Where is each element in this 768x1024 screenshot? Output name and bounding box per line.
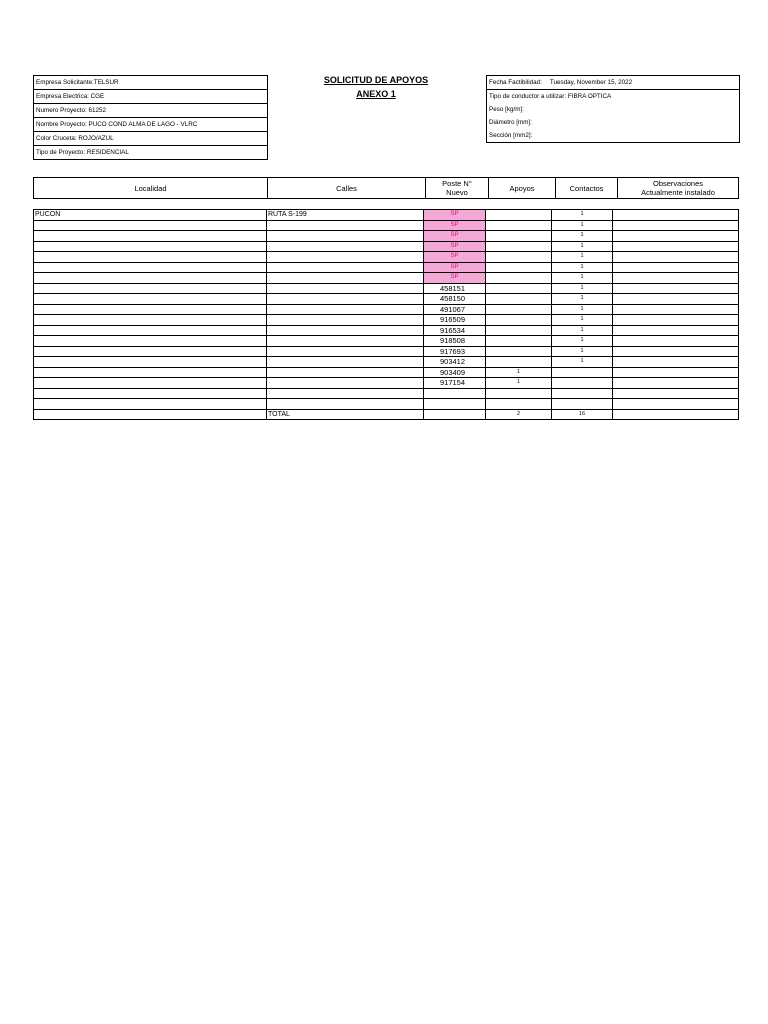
cell-localidad [34, 336, 267, 347]
cell-poste: 917154 [424, 378, 486, 389]
cell-poste: 903412 [424, 357, 486, 368]
fecha-factibilidad [487, 76, 739, 90]
table-row [34, 399, 739, 410]
cell-calles [267, 346, 424, 357]
cell-calles [267, 262, 424, 273]
cell-apoyos [486, 388, 552, 399]
cell-observaciones [613, 388, 739, 399]
peso: Peso [kg/m]: [489, 106, 524, 113]
cell-contactos: 1 [552, 357, 613, 368]
cell-empty [613, 409, 739, 420]
cell-apoyos: 1 [486, 367, 552, 378]
empresa-solicitante: Empresa Solicitante:TELSUR [34, 76, 267, 90]
cell-poste: 491067 [424, 304, 486, 315]
cell-calles [267, 388, 424, 399]
table-row [34, 378, 739, 389]
cell-poste: 458150 [424, 294, 486, 305]
empresa-electrica: Empresa Electrica: CGE [34, 90, 267, 104]
table-row [34, 304, 739, 315]
col-obs-line1: Observaciones [652, 179, 704, 188]
table-row [34, 273, 739, 284]
diametro: Diámetro [mm]: [489, 119, 533, 126]
tipo-proyecto: Tipo de Proyecto: RESIDENCIAL [36, 149, 129, 156]
table-header [33, 177, 739, 199]
header-info-right [486, 75, 740, 143]
cell-poste: SP [424, 273, 486, 284]
cell-localidad [34, 325, 267, 336]
cell-apoyos [486, 304, 552, 315]
cell-observaciones [613, 262, 739, 273]
col-poste-line2: Nuevo [446, 188, 468, 197]
col-observaciones [618, 178, 739, 199]
cell-contactos [552, 378, 613, 389]
table-row [34, 283, 739, 294]
col-poste-line1: Poste N° [442, 179, 472, 188]
table-row [34, 262, 739, 273]
cell-poste: SP [424, 241, 486, 252]
cell-localidad: PUCON [34, 210, 267, 221]
cell-calles [267, 336, 424, 347]
cell-poste: 916509 [424, 315, 486, 326]
cell-apoyos [486, 357, 552, 368]
cell-localidad [34, 367, 267, 378]
col-apoyos: Apoyos [489, 178, 556, 199]
fecha-value: Tuesday, November 15, 2022 [549, 79, 633, 86]
cell-contactos: 1 [552, 283, 613, 294]
cell-contactos [552, 367, 613, 378]
cell-apoyos [486, 399, 552, 410]
cell-contactos [552, 388, 613, 399]
cell-apoyos [486, 346, 552, 357]
cell-contactos: 1 [552, 220, 613, 231]
cell-observaciones [613, 315, 739, 326]
col-obs-line2: Actualmente instalado [641, 188, 715, 197]
cell-calles [267, 220, 424, 231]
cell-apoyos [486, 294, 552, 305]
cell-poste: SP [424, 210, 486, 221]
cell-calles: RUTA S-199 [267, 210, 424, 221]
cell-localidad [34, 357, 267, 368]
cell-poste: SP [424, 262, 486, 273]
cell-calles [267, 231, 424, 242]
cell-contactos: 1 [552, 252, 613, 263]
numero-proyecto: Numero Proyecto: 61252 [34, 104, 267, 118]
cell-contactos: 1 [552, 294, 613, 305]
cell-apoyos [486, 325, 552, 336]
seccion: Sección [mm2]: [489, 132, 533, 139]
cell-contactos: 1 [552, 241, 613, 252]
cell-calles [267, 273, 424, 284]
cell-apoyos [486, 336, 552, 347]
cell-contactos: 1 [552, 315, 613, 326]
cell-observaciones [613, 273, 739, 284]
cell-poste: SP [424, 231, 486, 242]
cell-localidad [34, 273, 267, 284]
nombre-proyecto: Nombre Proyecto: PUCO COND ALMA DE LAGO - VLRC [34, 118, 267, 132]
table-row [34, 315, 739, 326]
cell-apoyos [486, 315, 552, 326]
cell-localidad [34, 388, 267, 399]
cell-calles [267, 325, 424, 336]
cell-contactos: 1 [552, 325, 613, 336]
cell-localidad [34, 294, 267, 305]
cell-contactos: 1 [552, 336, 613, 347]
cell-calles [267, 367, 424, 378]
cell-apoyos [486, 220, 552, 231]
cell-observaciones [613, 304, 739, 315]
cell-poste: 916534 [424, 325, 486, 336]
cell-contactos: 1 [552, 273, 613, 284]
cell-empty [424, 409, 486, 420]
cell-apoyos [486, 231, 552, 242]
cell-observaciones [613, 231, 739, 242]
table-row [34, 210, 739, 221]
table-row [34, 252, 739, 263]
cell-calles [267, 315, 424, 326]
total-row [34, 409, 739, 420]
cell-observaciones [613, 210, 739, 221]
cell-localidad [34, 399, 267, 410]
table-row [34, 241, 739, 252]
table-row [34, 357, 739, 368]
fecha-label: Fecha Factibilidad: [489, 79, 542, 86]
cell-calles [267, 378, 424, 389]
cell-calles [267, 283, 424, 294]
table-row [34, 367, 739, 378]
document-title: SOLICITUD DE APOYOS [323, 75, 429, 85]
cell-contactos: 1 [552, 231, 613, 242]
cell-apoyos [486, 273, 552, 284]
total-label: TOTAL [267, 409, 424, 420]
cell-localidad [34, 304, 267, 315]
cell-localidad [34, 262, 267, 273]
table-row [34, 325, 739, 336]
cell-poste: 917693 [424, 346, 486, 357]
cell-calles [267, 252, 424, 263]
table-row [34, 388, 739, 399]
cell-apoyos [486, 252, 552, 263]
cell-apoyos [486, 210, 552, 221]
col-poste [426, 178, 489, 199]
cell-poste [424, 388, 486, 399]
cell-empty [34, 409, 267, 420]
cell-localidad [34, 220, 267, 231]
cell-observaciones [613, 294, 739, 305]
cell-observaciones [613, 252, 739, 263]
cell-observaciones [613, 367, 739, 378]
col-contactos: Contactos [556, 178, 618, 199]
cell-poste [424, 399, 486, 410]
cell-calles [267, 241, 424, 252]
col-localidad: Localidad [34, 178, 268, 199]
tipo-conductor: Tipo de conductor a utilizar: FIBRA OPTICA [489, 93, 612, 100]
cell-poste: 918508 [424, 336, 486, 347]
cell-observaciones [613, 346, 739, 357]
cell-observaciones [613, 399, 739, 410]
color-cruceta: Color Cruceta: ROJO/AZUL [34, 132, 267, 146]
cell-calles [267, 357, 424, 368]
cell-observaciones [613, 220, 739, 231]
cell-calles [267, 399, 424, 410]
cell-contactos: 1 [552, 262, 613, 273]
document-subtitle: ANEXO 1 [356, 89, 396, 99]
total-contactos: 16 [552, 409, 613, 420]
cell-observaciones [613, 283, 739, 294]
cell-localidad [34, 231, 267, 242]
cell-poste: SP [424, 220, 486, 231]
cell-apoyos [486, 283, 552, 294]
table-row [34, 336, 739, 347]
cell-apoyos [486, 262, 552, 273]
cell-poste: SP [424, 252, 486, 263]
cell-calles [267, 294, 424, 305]
header-info-left [33, 75, 268, 160]
table-row [34, 220, 739, 231]
cell-localidad [34, 252, 267, 263]
cell-localidad [34, 283, 267, 294]
cell-observaciones [613, 325, 739, 336]
cell-localidad [34, 241, 267, 252]
cell-contactos: 1 [552, 304, 613, 315]
cell-poste: 458151 [424, 283, 486, 294]
cell-calles [267, 304, 424, 315]
cell-contactos [552, 399, 613, 410]
cell-localidad [34, 378, 267, 389]
cell-localidad [34, 346, 267, 357]
table-row [34, 294, 739, 305]
data-table [33, 209, 739, 420]
table-row [34, 346, 739, 357]
cell-poste: 903409 [424, 367, 486, 378]
cell-observaciones [613, 336, 739, 347]
total-apoyos: 2 [486, 409, 552, 420]
table-row [34, 231, 739, 242]
cell-observaciones [613, 357, 739, 368]
cell-apoyos [486, 241, 552, 252]
cell-observaciones [613, 378, 739, 389]
cell-observaciones [613, 241, 739, 252]
cell-apoyos: 1 [486, 378, 552, 389]
col-calles: Calles [268, 178, 426, 199]
cell-localidad [34, 315, 267, 326]
cell-contactos: 1 [552, 346, 613, 357]
cell-contactos: 1 [552, 210, 613, 221]
